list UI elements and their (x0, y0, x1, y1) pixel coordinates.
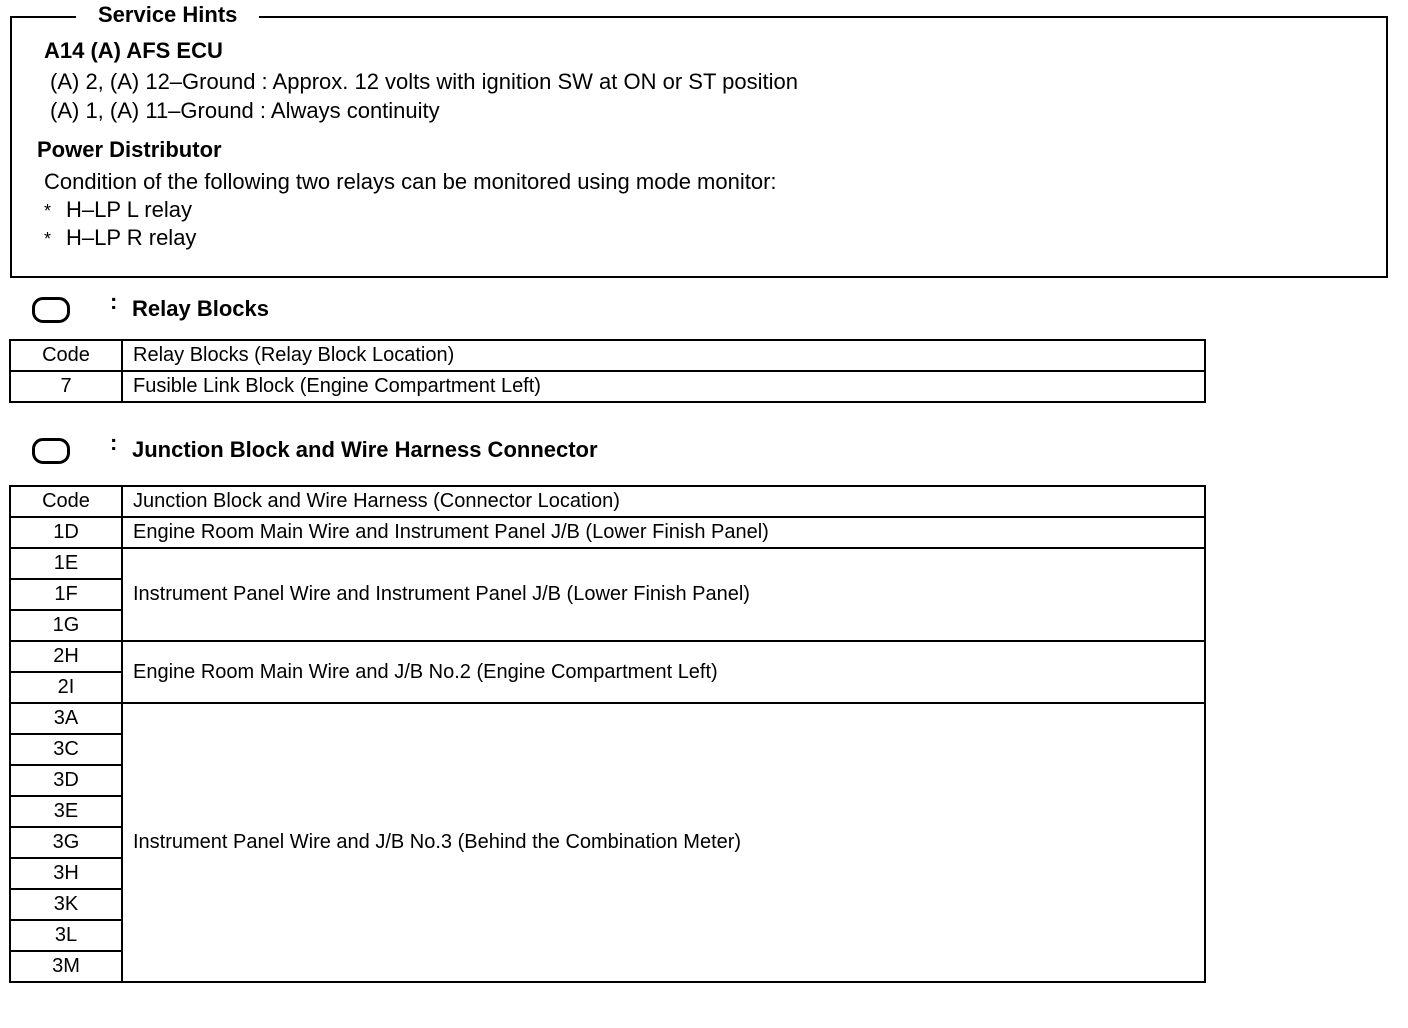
relay-blocks-table (9, 339, 1206, 403)
location-cell: Engine Room Main Wire and Instrument Panel J/B (Lower Finish Panel) (122, 517, 1205, 548)
table-header-row (10, 340, 1205, 371)
ecu-hint-line-2: (A) 1, (A) 11–Ground : Always continuity (50, 98, 440, 123)
table-header-row (10, 486, 1205, 517)
relay-bullet-label: H–LP R relay (66, 225, 197, 250)
code-cell: 3E (10, 796, 122, 827)
relay-bullet-item (44, 225, 196, 252)
location-cell: Fusible Link Block (Engine Compartment Left) (122, 371, 1205, 402)
table-row (10, 548, 1205, 579)
ecu-hint-line-1: (A) 2, (A) 12–Ground : Approx. 12 volts with ignition SW at ON or ST position (50, 69, 798, 94)
code-header: Code (10, 486, 122, 517)
relay-block-symbol-icon (32, 297, 70, 323)
junction-block-title: Junction Block and Wire Harness Connector (132, 437, 598, 462)
legend-colon: : (110, 430, 118, 455)
power-distributor-heading: Power Distributor (37, 137, 222, 162)
code-cell: 2I (10, 672, 122, 703)
relay-bullet-label: H–LP L relay (66, 197, 192, 222)
table-row (10, 371, 1205, 402)
location-header: Relay Blocks (Relay Block Location) (122, 340, 1205, 371)
junction-block-table (9, 485, 1206, 983)
code-cell: 1G (10, 610, 122, 641)
location-cell: Instrument Panel Wire and Instrument Panel J/B (Lower Finish Panel) (122, 548, 1205, 641)
code-cell: 7 (10, 371, 122, 402)
relay-bullet-item (44, 197, 192, 224)
location-cell: Engine Room Main Wire and J/B No.2 (Engine Compartment Left) (122, 641, 1205, 703)
code-cell: 3M (10, 951, 122, 982)
table-row (10, 641, 1205, 672)
location-cell: Instrument Panel Wire and J/B No.3 (Behind the Combination Meter) (122, 703, 1205, 982)
code-cell: 3A (10, 703, 122, 734)
code-cell: 3G (10, 827, 122, 858)
code-cell: 2H (10, 641, 122, 672)
relay-blocks-title: Relay Blocks (132, 296, 269, 321)
code-header: Code (10, 340, 122, 371)
code-cell: 1F (10, 579, 122, 610)
junction-block-symbol-icon (32, 438, 70, 464)
code-cell: 3H (10, 858, 122, 889)
code-cell: 3K (10, 889, 122, 920)
legend-colon: : (110, 289, 118, 314)
code-cell: 1E (10, 548, 122, 579)
table-row (10, 517, 1205, 548)
table-row (10, 703, 1205, 734)
code-cell: 3C (10, 734, 122, 765)
ecu-heading: A14 (A) AFS ECU (44, 38, 223, 63)
location-header: Junction Block and Wire Harness (Connector Location) (122, 486, 1205, 517)
code-cell: 3L (10, 920, 122, 951)
service-hints-title: Service Hints (76, 2, 259, 28)
bullet-asterisk-icon: * (44, 201, 52, 221)
power-distributor-intro: Condition of the following two relays can be monitored using mode monitor: (44, 169, 777, 194)
code-cell: 3D (10, 765, 122, 796)
bullet-asterisk-icon: * (44, 229, 52, 249)
code-cell: 1D (10, 517, 122, 548)
